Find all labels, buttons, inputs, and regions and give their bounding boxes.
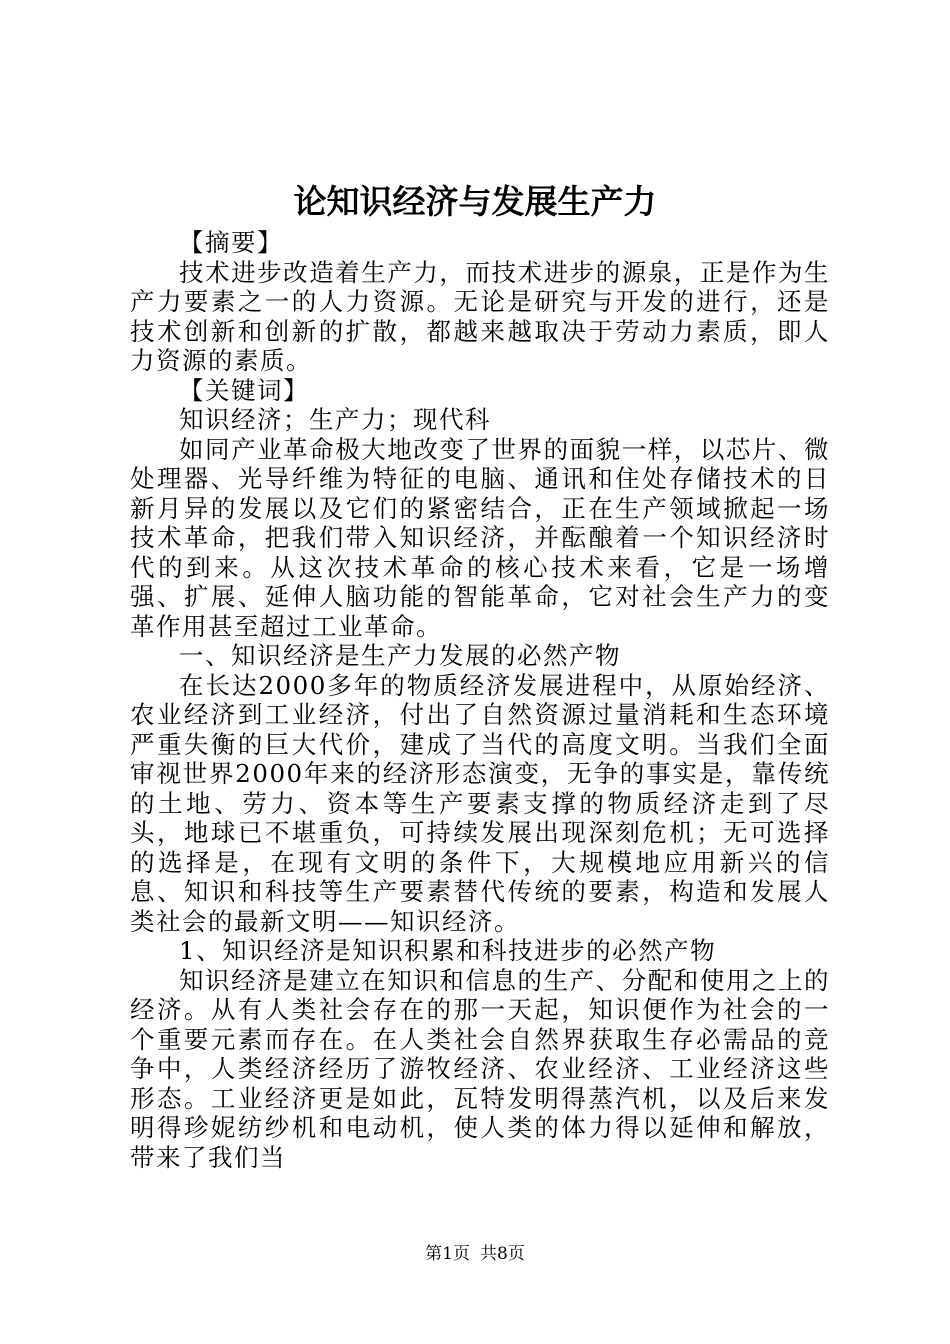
section-heading-1: 一、知识经济是生产力发展的必然产物	[179, 641, 621, 670]
intro-paragraph: 如同产业革命极大地改变了世界的面貌一样，以芯片、微处理器、光导纤维为特征的电脑、通讯和住处存储技术的日新月异的发展以及它们的紧密结合，正在生产领域掀起一场技术革命，把我们带入知识经济，并酝酿着一个知识经济时代的到来。从这次技术革命的核心技术来看，它是一场增强、扩展、延伸人脑功能的智能革命，它对社会生产力的变革作用甚至超过工业革命。	[130, 434, 830, 641]
keywords-heading: 【关键词】	[179, 375, 309, 405]
abstract-text: 技术进步改造着生产力，而技术进步的源泉，正是作为生产力要素之一的人力资源。无论是研究与开发的进行，还是技术创新和创新的扩散，都越来越取决于劳动力素质，即人力资源的素质。	[130, 257, 830, 375]
subsection-1-paragraph: 知识经济是建立在知识和信息的生产、分配和使用之上的经济。从有人类社会存在的那一天起，知识便作为社会的一个重要元素而存在。在人类社会自然界获取生存必需品的竞争中，人类经济经历了游牧经济、农业经济、工业经济这些形态。工业经济更是如此，瓦特发明得蒸汽机，以及后来发明得珍妮纺纱机和电动机，使人类的体力得以延伸和解放，带来了我们当	[130, 965, 830, 1172]
page-footer	[0, 1242, 950, 1266]
subsection-heading-1: 1、知识经济是知识积累和科技进步的必然产物	[179, 936, 717, 965]
document-title: 论知识经济与发展生产力	[293, 182, 657, 221]
section-1-paragraph: 在长达2000多年的物质经济发展进程中，从原始经济、农业经济到工业经济，付出了自然资源过量消耗和生态环境严重失衡的巨大代价，建成了当代的高度文明。当我们全面审视世界2000年来的经济形态演变，无争的事实是，靠传统的土地、劳力、资本等生产要素支撑的物质经济走到了尽头，地球已不堪重负，可持续发展出现深刻危机；无可选择的选择是，在现有文明的条件下，大规模地应用新兴的信息、知识和科技等生产要素替代传统的要素，构造和发展人类社会的最新文明——知识经济。	[130, 670, 830, 936]
keywords-text: 知识经济；生产力；现代科	[179, 405, 491, 434]
page-total: 共8页	[480, 1244, 525, 1264]
document-body	[130, 228, 830, 1172]
abstract-heading: 【摘要】	[179, 228, 283, 257]
page-number: 第1页	[425, 1244, 470, 1264]
